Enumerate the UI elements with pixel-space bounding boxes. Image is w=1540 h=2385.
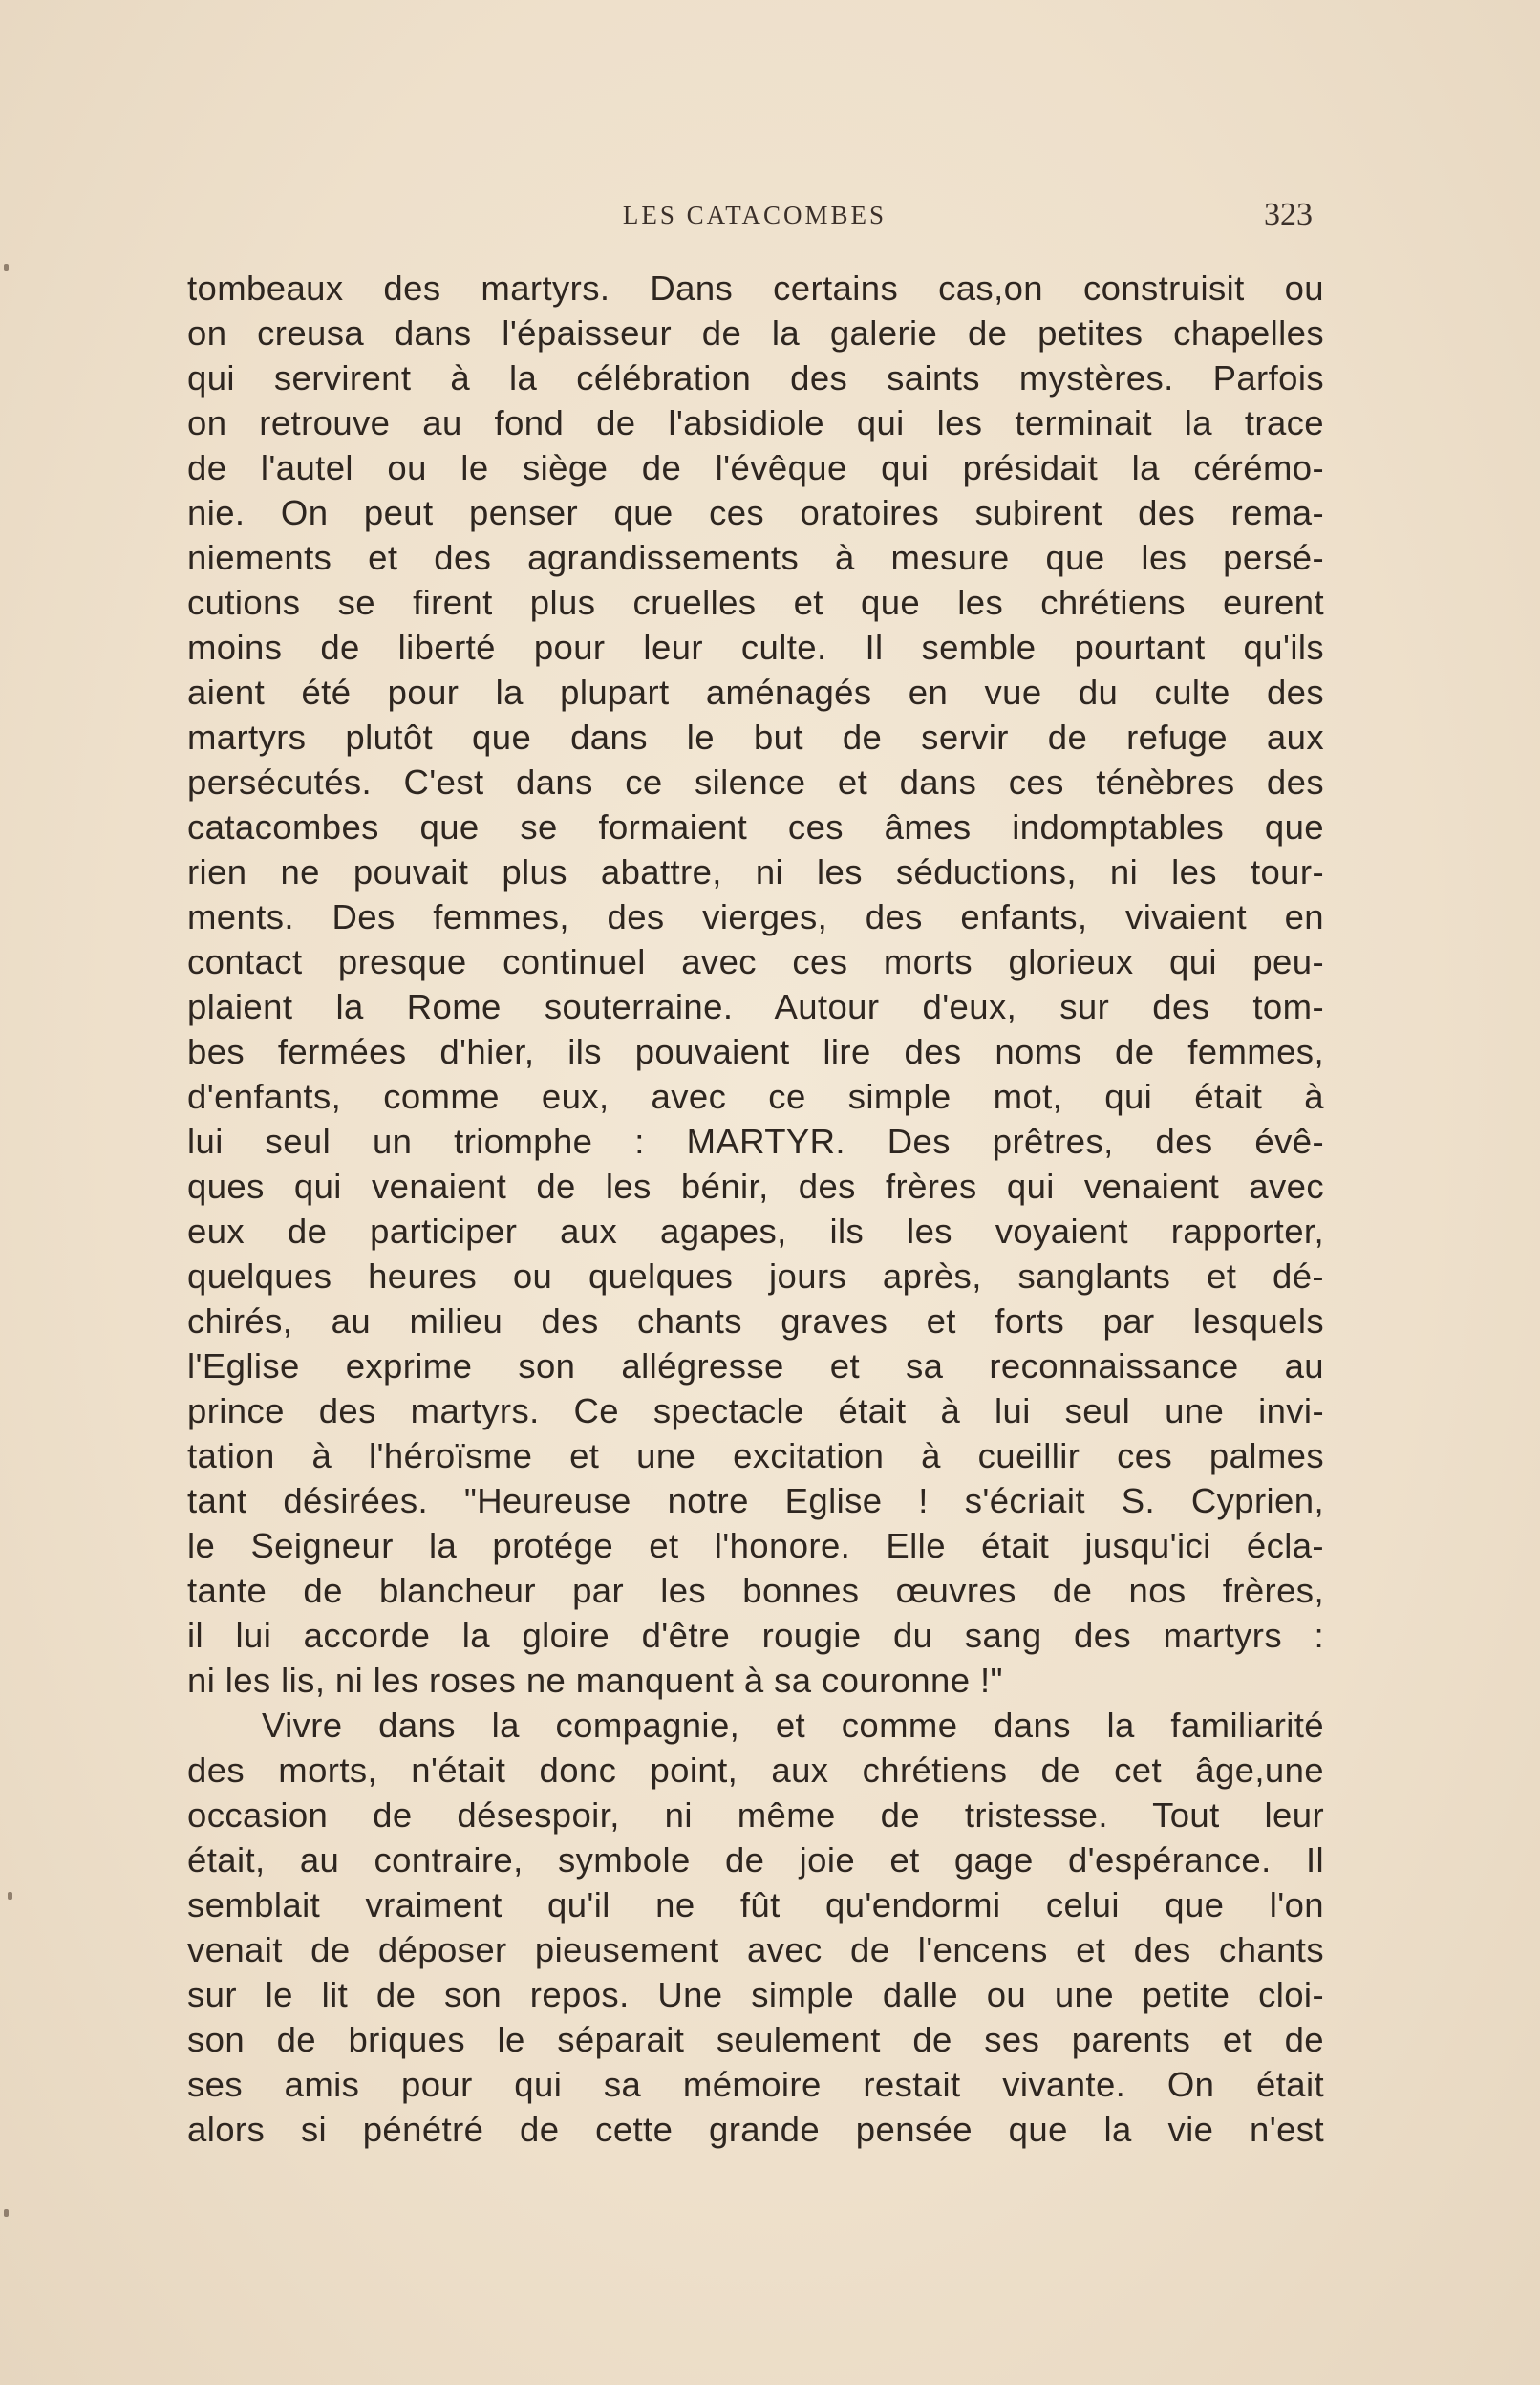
text-line: de l'autel ou le siège de l'évêque qui présidait la cérémo-: [187, 448, 1324, 487]
text-line: ni les lis, ni les roses ne manquent à sa couronne !": [187, 1661, 1003, 1700]
text-line: aient été pour la plupart aménagés en vue du culte des: [187, 673, 1324, 712]
text-line: lui seul un triomphe : MARTYR. Des prêtres, des évê-: [187, 1122, 1324, 1161]
text-line: martyrs plutôt que dans le but de servir de refuge aux: [187, 718, 1324, 757]
text-line: quelques heures ou quelques jours après, sanglants et dé-: [187, 1257, 1324, 1296]
text-line: d'enfants, comme eux, avec ce simple mot, qui était à: [187, 1077, 1324, 1116]
text-line: alors si pénétré de cette grande pensée que la vie n'est: [187, 2110, 1324, 2149]
text-line: le Seigneur la protége et l'honore. Elle était jusqu'ici écla-: [187, 1526, 1324, 1565]
text-line: tante de blancheur par les bonnes œuvres de nos frères,: [187, 1571, 1324, 1610]
text-line: occasion de désespoir, ni même de tristesse. Tout leur: [187, 1795, 1324, 1835]
text-line: venait de déposer pieusement avec de l'encens et des chants: [187, 1930, 1324, 1969]
text-line: ques qui venaient de les bénir, des frères qui venaient avec: [187, 1167, 1324, 1206]
text-line: tombeaux des martyrs. Dans certains cas,on construisit ou: [187, 269, 1324, 308]
text-line: on creusa dans l'épaisseur de la galerie de petites chapelles: [187, 313, 1324, 353]
text-line: niements et des agrandissements à mesure que les persé-: [187, 538, 1324, 577]
text-line: semblait vraiment qu'il ne fût qu'endormi celui que l'on: [187, 1885, 1324, 1924]
text-line: catacombes que se formaient ces âmes indomptables que: [187, 807, 1324, 847]
text-line: l'Eglise exprime son allégresse et sa reconnaissance au: [187, 1346, 1324, 1386]
text-line: contact presque continuel avec ces morts glorieux qui peu-: [187, 942, 1324, 981]
page-number: 323: [1264, 197, 1313, 232]
text-line: eux de participer aux agapes, ils les voyaient rapporter,: [187, 1212, 1324, 1251]
text-line: il lui accorde la gloire d'être rougie du sang des martyrs :: [187, 1616, 1324, 1655]
text-line: plaient la Rome souterraine. Autour d'eux, sur des tom-: [187, 987, 1324, 1026]
text-line: on retrouve au fond de l'absidiole qui les terminait la trace: [187, 403, 1324, 442]
text-line: ses amis pour qui sa mémoire restait vivante. On était: [187, 2065, 1324, 2104]
text-line: rien ne pouvait plus abattre, ni les séductions, ni les tour-: [187, 852, 1324, 892]
margin-speck: [4, 2209, 9, 2217]
text-line: moins de liberté pour leur culte. Il semble pourtant qu'ils: [187, 628, 1324, 667]
text-line: son de briques le séparait seulement de ses parents et de: [187, 2020, 1324, 2059]
running-title: LES CATACOMBES: [622, 201, 888, 229]
text-line: sur le lit de son repos. Une simple dalle ou une petite cloi-: [187, 1975, 1324, 2014]
text-line: cutions se firent plus cruelles et que les chrétiens eurent: [187, 583, 1324, 622]
text-line: des morts, n'était donc point, aux chrétiens de cet âge,une: [187, 1751, 1324, 1790]
body-text: [187, 266, 1324, 2152]
text-line: prince des martyrs. Ce spectacle était à lui seul une invi-: [187, 1391, 1324, 1430]
text-line: bes fermées d'hier, ils pouvaient lire des noms de femmes,: [187, 1032, 1324, 1071]
text-line: tant désirées. "Heureuse notre Eglise ! s'écriait S. Cyprien,: [187, 1481, 1324, 1520]
text-line: chirés, au milieu des chants graves et forts par lesquels: [187, 1301, 1324, 1341]
text-line: persécutés. C'est dans ce silence et dans ces ténèbres des: [187, 763, 1324, 802]
text-line: était, au contraire, symbole de joie et gage d'espérance. Il: [187, 1840, 1324, 1880]
text-line: tation à l'héroïsme et une excitation à cueillir ces palmes: [187, 1436, 1324, 1475]
text-line: Vivre dans la compagnie, et comme dans la familiarité: [262, 1706, 1324, 1745]
margin-speck: [8, 1892, 12, 1900]
page-header: [191, 197, 1318, 239]
text-line: ments. Des femmes, des vierges, des enfants, vivaient en: [187, 897, 1324, 936]
text-line: nie. On peut penser que ces oratoires subirent des rema-: [187, 493, 1324, 532]
text-line: qui servirent à la célébration des saints mystères. Parfois: [187, 358, 1324, 398]
margin-speck: [4, 264, 9, 271]
